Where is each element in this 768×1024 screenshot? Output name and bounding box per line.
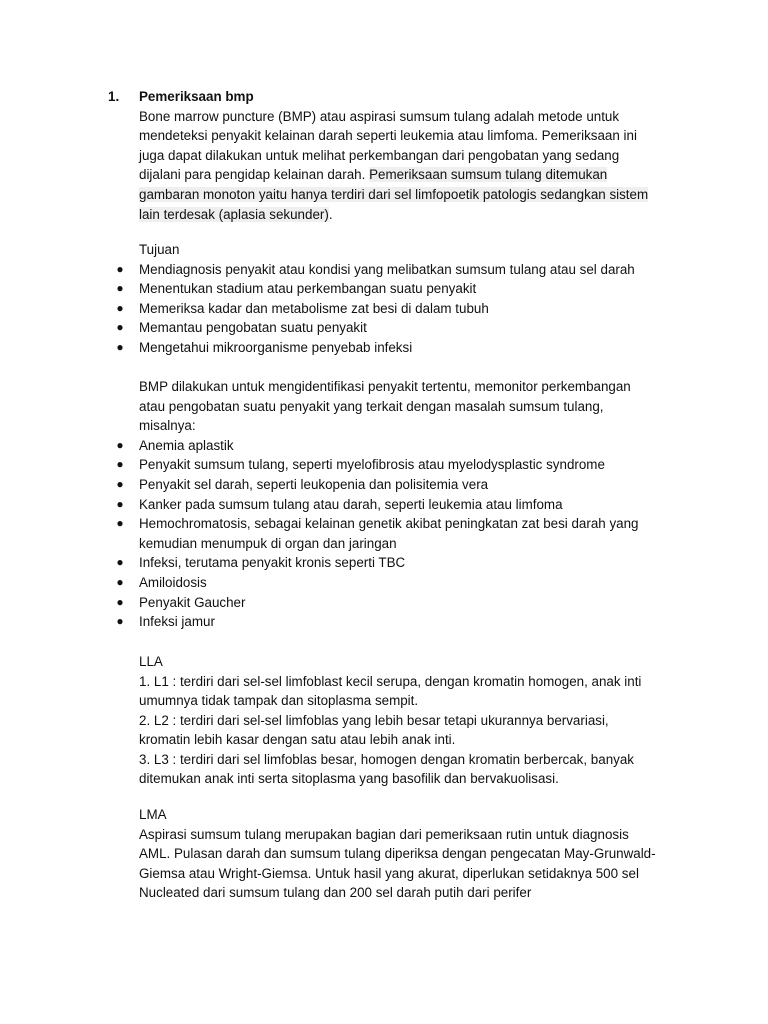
list-item-text: Mendiagnosis penyakit atau kondisi yang melibatkan sumsum tulang atau sel darah: [139, 261, 635, 277]
list-item: [116, 260, 659, 280]
list-item: [116, 455, 659, 475]
intro-end: .: [328, 206, 333, 222]
list-item: [116, 318, 659, 338]
list-item-text: Anemia aplastik: [139, 437, 234, 453]
list-item: [116, 475, 659, 495]
list-item: [116, 593, 659, 613]
section-number: 1.: [108, 89, 120, 104]
list-item: [116, 573, 659, 593]
section-heading: Pemeriksaan bmp: [139, 89, 254, 104]
bullet-icon: ●: [116, 614, 124, 629]
bullet-icon: ●: [116, 457, 124, 472]
lla-item-3: 3. L3 : terdiri dari sel limfoblas besar, homogen dengan kromatin berbercak, banyak ditemukan anak inti serta sitoplasma yang basofilik dan bervakuolisasi.: [139, 751, 634, 786]
list-item-text: Kanker pada sumsum tulang atau darah, seperti leukemia atau limfoma: [139, 496, 563, 512]
bullet-icon: ●: [116, 320, 124, 335]
list-item-text: Hemochromatosis, sebagai kelainan genetik akibat peningkatan zat besi darah yang kemudian menumpuk di organ dan jaringan: [139, 516, 639, 551]
bullet-icon: ●: [116, 281, 124, 296]
list-item-text: Penyakit Gaucher: [139, 594, 246, 610]
list-item: [116, 436, 659, 456]
tujuan-list: [116, 260, 659, 358]
list-item: [116, 553, 659, 573]
list-item-text: Penyakit sumsum tulang, seperti myelofibrosis atau myelodysplastic syndrome: [139, 457, 605, 473]
section-1: [108, 87, 659, 224]
bullet-icon: ●: [116, 300, 124, 315]
lma-label: LMA: [139, 807, 167, 822]
list-item-text: Mengetahui mikroorganisme penyebab infeksi: [139, 339, 413, 355]
tujuan-section: [116, 240, 659, 358]
list-item-text: Amiloidosis: [139, 574, 207, 590]
lla-section: [139, 652, 659, 789]
list-item: [116, 299, 659, 319]
list-item: [116, 514, 659, 553]
list-item-text: Menentukan stadium atau perkembangan suatu penyakit: [139, 281, 477, 297]
bullet-icon: ●: [116, 574, 124, 589]
list-item-text: Infeksi jamur: [139, 614, 215, 630]
list-item-text: Penyakit sel darah, seperti leukopenia dan polisitemia vera: [139, 476, 489, 492]
bullet-icon: ●: [116, 594, 124, 609]
list-item: [116, 338, 659, 358]
bmp-section: [116, 377, 659, 632]
bullet-icon: ●: [116, 437, 124, 452]
lla-item-1: 1. L1 : terdiri dari sel-sel limfoblast kecil serupa, dengan kromatin homogen, anak inti umumnya tidak tampak dan sitoplasma sempit.: [139, 673, 642, 708]
list-item-text: Infeksi, terutama penyakit kronis seperti TBC: [139, 555, 406, 571]
bullet-icon: ●: [116, 516, 124, 531]
lma-section: [139, 805, 659, 903]
bullet-icon: ●: [116, 496, 124, 511]
intro-highlighted-text: Pemeriksaan sumsum tulang ditemukan gambaran monoton yaitu hanya terdiri dari sel limfopoetik patologis sedangkan sistem lain terdesak (aplasia sekunder): [139, 167, 649, 222]
bmp-intro: BMP dilakukan untuk mengidentifikasi penyakit tertentu, memonitor perkembangan atau pengobatan suatu penyakit yang terkait dengan masalah sumsum tulang, misalnya:: [139, 379, 631, 434]
lma-text: Aspirasi sumsum tulang merupakan bagian dari pemeriksaan rutin untuk diagnosis AML. Pulasan darah dan sumsum tulang diperiksa dengan pengecatan May-Grunwald-Giemsa atau Wright-Giemsa. Untuk hasil yang akurat, diperlukan setidaknya 500 sel Nucleated dari sumsum tulang dan 200 sel darah putih dari perifer: [139, 826, 656, 901]
list-item-text: Memeriksa kadar dan metabolisme zat besi di dalam tubuh: [139, 300, 489, 316]
lla-item-2: 2. L2 : terdiri dari sel-sel limfoblas yang lebih besar tetapi ukurannya bervariasi, kromatin lebih kasar dengan satu atau lebih anak inti.: [139, 712, 609, 747]
list-item-text: Memantau pengobatan suatu penyakit: [139, 320, 367, 336]
tujuan-label: Tujuan: [139, 242, 180, 257]
list-item: [116, 612, 659, 632]
bullet-icon: ●: [116, 555, 124, 570]
lla-label: LLA: [139, 654, 163, 669]
intro-text: Bone marrow puncture (BMP) atau aspirasi sumsum tulang adalah metode untuk mendeteksi penyakit kelainan darah seperti leukemia atau limfoma. Pemeriksaan ini juga dapat dilakukan untuk melihat perkembangan dari pengobatan yang sedang dijalani para pengidap kelainan darah.: [139, 108, 637, 183]
section-intro: [139, 107, 659, 225]
bmp-list: [116, 436, 659, 632]
bullet-icon: ●: [116, 476, 124, 491]
list-item: [116, 279, 659, 299]
list-item: [116, 495, 659, 515]
bullet-icon: ●: [116, 339, 124, 354]
bullet-icon: ●: [116, 261, 124, 276]
